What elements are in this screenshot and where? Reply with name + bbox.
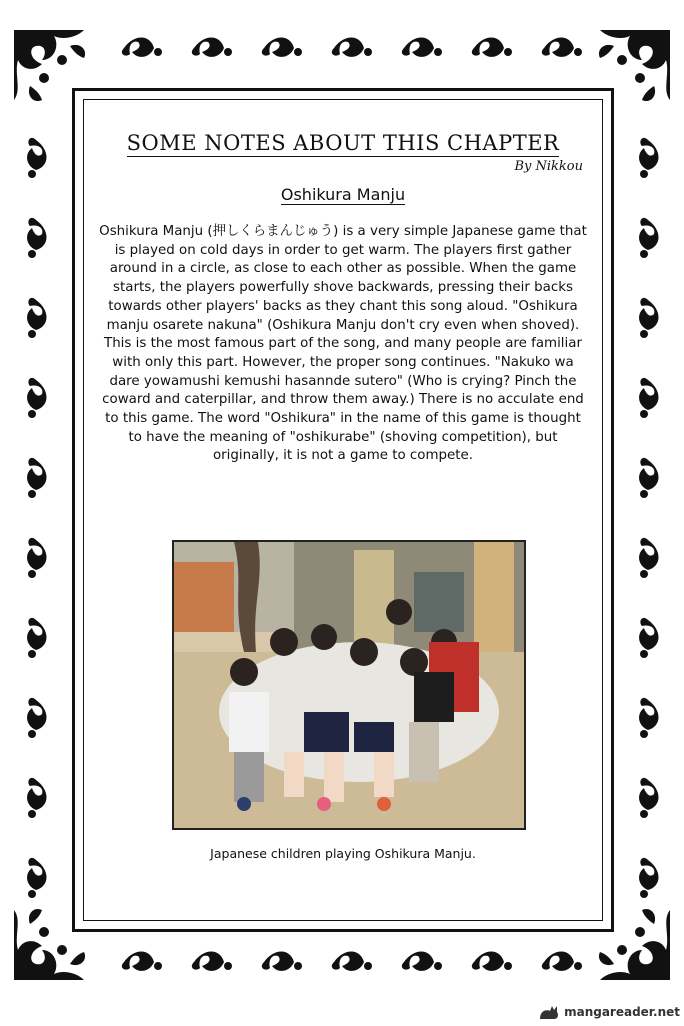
body-paragraph: Oshikura Manju (押しくらまんじゅう) is a very simple Japanese game that is played on cold days in order to get warm. The players first gather around in a circle, as close to each other as possible. When the game starts, the players powerfully shove backwards, pressing their backs towards other players' backs as they chant this song aloud. "Oshikura manju osarete nakuna" (Oshikura Manju don't cry even when shoved). This is the most famous part of the song, and many people are familiar with only this part. However, the proper song continues. "Nakuko wa dare yowamushi kemushi hasannde sutero" (Who is crying? Pinch the coward and caterpillar, and throw them away.) There is no acculate end to this game. The word "Oshikura" in the name of this game is thought to have the meaning of "oshikurabe" (shoving competition), but originally, it is not a game to compete. [99, 224, 587, 464]
notes-panel [72, 88, 614, 932]
watermark-text: mangareader.net [564, 1005, 680, 1019]
section-subtitle: Oshikura Manju [280, 185, 406, 204]
byline: By Nikkou [514, 159, 583, 174]
photo-caption: Japanese children playing Oshikura Manju. [210, 846, 476, 861]
children-photo [172, 540, 526, 830]
cat-silhouette-icon [538, 1003, 560, 1021]
page-title: SOME NOTES ABOUT THIS CHAPTER [126, 131, 560, 155]
site-watermark [538, 1003, 680, 1021]
